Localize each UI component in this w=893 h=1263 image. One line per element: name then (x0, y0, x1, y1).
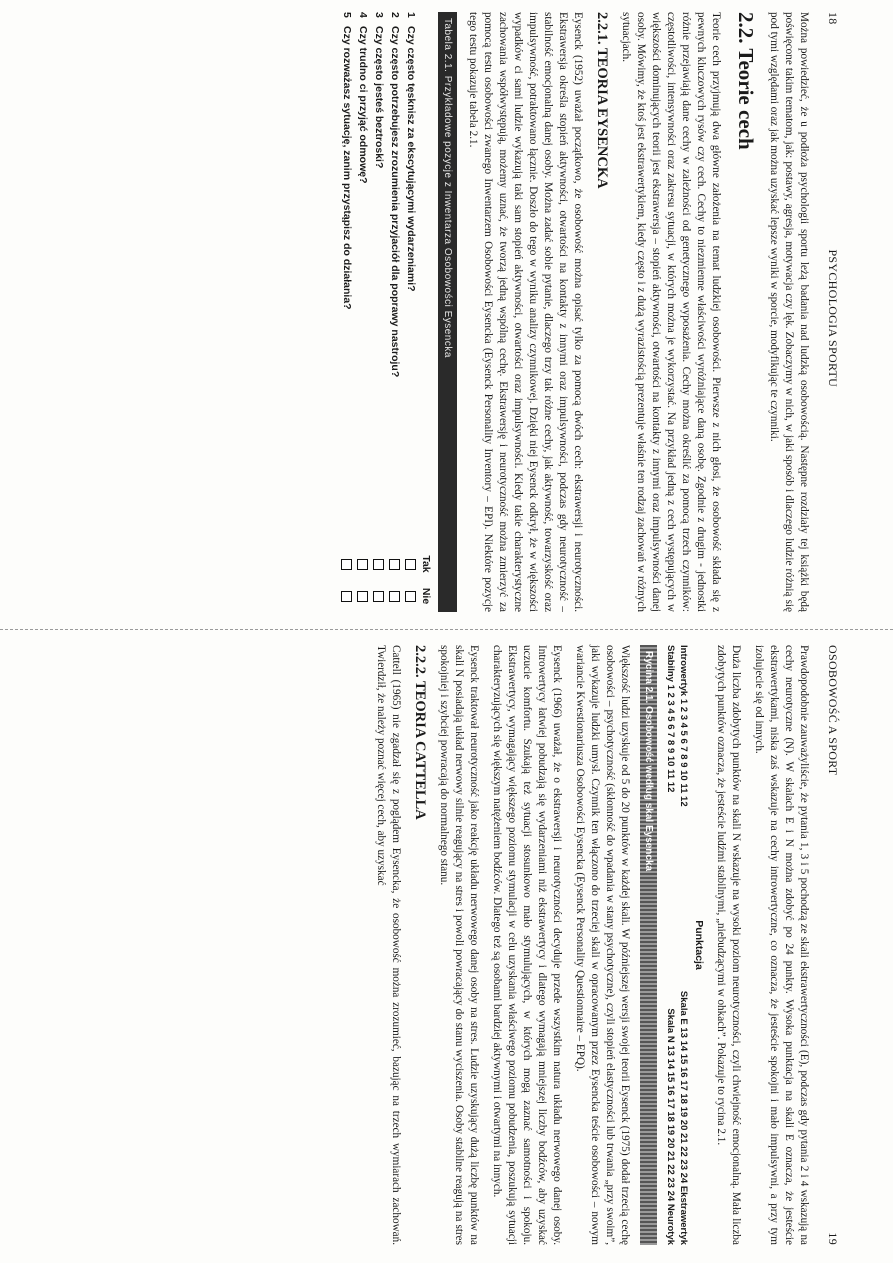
intro-paragraph: Można powiedzieć, że u podłoża psychologii sportu leżą badania nad ludzką osobowością. Następne rozdziały tej książki będą poświęcone takim tematom, jak: postawy, agresja, motywacja czy lęk. Zobaczymy w nich, w jaki sposób i dlaczego ludzie różnią się pod tymi względami oraz jak można uzyskać lepsze wyniki w sporcie, modyfikując te czynniki. (768, 12, 810, 612)
score-row-e (678, 645, 689, 1245)
no-checkbox[interactable] (390, 580, 401, 612)
paragraph: Duża liczba zdobytych punktów na skali N wskazuje na wysoki poziom neurotyczności, czyli chwiejność emocjonalną. Mała liczba zdobytych punktów oznacza, że jesteście ludźmi stabilnymi, „niebudzącymi w ohkach”. Pokazuje to rycina 2.1. (715, 645, 742, 1245)
score-right: Skala E 13 14 15 16 17 18 19 20 21 22 23 24 Ekstrawertyk (678, 990, 689, 1245)
table-header (420, 12, 432, 612)
col-yes: Tak (420, 555, 432, 573)
page-header (825, 12, 840, 612)
question-text: Czy trudno ci przyjąć odmowę? (357, 26, 369, 184)
running-head: PSYCHOLOGIA SPORTU (826, 249, 840, 388)
figure-caption: Rycina 2.1. Osobowość według skal Eysencka (640, 645, 657, 1245)
yes-checkbox[interactable] (406, 548, 417, 580)
page-19 (375, 645, 840, 1245)
paragraph: Eysenck traktował neurotyczność jako reakcję układu nerwowego danej osoby na stres. Ludzie uzyskujący dużą liczbę punktów na skali N posiadają układ nerwowy silnie reagujący na stres i powoli powracający do stanu wyciszenia. Osoby stabilne reagują na stres spokojniej i szybciej powracają do normalnego stanu. (438, 645, 480, 1245)
question-row (357, 12, 369, 612)
subsection-title: 2.2.1. TEORIA EYSENCKA (594, 12, 610, 189)
yes-checkbox[interactable] (390, 548, 401, 580)
question-number: 5 (341, 12, 353, 18)
paragraph: Eysenck (1966) uważał, że o ekstrawersji i neurotyczności decyduje przede wszystkim natura układu nerwowego danej osoby. Introwertycy łatwiej pobudzają się wydarzeniami niż ekstrawertycy i dlatego wymagają mniejszej liczby bodźców, aby uzyskać uczucie komfortu. Szukają też sytuacji stosunkowo mało stymulujących, w których mogą zaznać samotności i spokoju. Ekstrawertycy, wymagający większego poziomu stymulacji w celu uzyskania właściwego poziomu pobudzenia, poszukują sytuacji charakteryzujących się większym natężeniem bodźców. Dlatego też są osobami bardziej aktywnymi i otwartymi na innych. (491, 645, 563, 1245)
question-number: 2 (389, 12, 401, 18)
question-number: 3 (373, 12, 385, 18)
score-row-n (665, 645, 676, 1245)
score-right: Skala N 13 14 15 16 17 18 19 20 21 22 23 24 Neurotyk (665, 1008, 676, 1245)
question-text: Czy często potrzebujesz zrozumienia przyjaciół dla poprawy nastroju? (389, 26, 401, 378)
subsection-title: 2.2.2. TEORIA CATTELLA (412, 645, 428, 820)
page-18 (341, 12, 840, 612)
question-number: 1 (405, 12, 417, 18)
question-text: Czy często tęsknisz za ekscytującymi wydarzeniami? (405, 26, 417, 292)
question-row (373, 12, 385, 612)
score-title: Punktacja (693, 920, 705, 970)
yes-checkbox[interactable] (374, 548, 385, 580)
no-checkbox[interactable] (374, 580, 385, 612)
question-row (341, 12, 353, 612)
col-no: Nie (420, 587, 432, 605)
no-checkbox[interactable] (406, 580, 417, 612)
page-number: 18 (826, 12, 840, 25)
table-title: Tabela 2.1. Przykładowe pozycje z Inwentarza Osobowości Eysencka (438, 12, 457, 612)
question-text: Czy często jesteś beztroski? (373, 26, 385, 169)
running-head: OSOBOWOŚĆ A SPORT (826, 645, 840, 776)
no-checkbox[interactable] (342, 580, 353, 612)
paragraph: Prawdopodobnie zauważyliście, że pytania 1, 3 i 5 pochodzą ze skali ekstrawertyczności (E), podczas gdy pytania 2 i 4 wskazują na cechy neurotyczne (N). W skalach E i N można zdobyć po 24 punkty. Wysoka punktacja na skali E oznacza, że jesteście ekstrawertykami, niska zaś wskazuje na cechy introwertyczne, co oznacza, że jesteście spokojni i mało impulsywni, a przy tym izolujecie się od innych. (753, 645, 810, 1245)
score-left: Stabilny 1 2 3 4 5 6 7 8 9 10 11 12 (665, 645, 676, 793)
yes-checkbox[interactable] (358, 548, 369, 580)
score-left: Introwertyk 1 2 3 4 5 6 7 8 9 10 11 12 (678, 645, 689, 807)
section-paragraph: Teorie cech przyjmują dwa główne założenia na temat ludzkiej osobowości. Pierwsze z nich głosi, że osobowość składa się z pewnych kluczowych rysów czy cech. Cechy to niezmienne właściwości wyróżniające daną osobę. Zgodnie z drugim - jednostki różnie przejawiają dane cechy w zależności od genetycznego wyposażenia. Cechy można określić za pomocą trzech czynników: częstotliwości, intensywności oraz zakresu sytuacji, w których można je wykorzystać. Na przykład jedną z cech występujących w większości dominujących teorii jest ekstrawersja – stopień aktywności, otwartości na kontakty z innymi oraz impulsywności danej osoby. Mówimy, że ktoś jest ekstrawertykiem, kiedy często i z dużą wyrazistością prezentuje właśnie ten rodzaj zachowań w różnych sytuacjach. (620, 12, 722, 612)
page-number: 19 (826, 1232, 840, 1245)
paragraph: Większość ludzi uzyskuje od 5 do 20 punktów w każdej skali. W późniejszej wersji swojej teorii Eysenck (1975) dodał trzecią cechę osobowości – psychotyczność (skłonność do wpadania w stany psychotyczne), czyli stopień elastyczności lub trwania „przy swoim”, jaki wykazuje ludzki umysł. Czynnik ten włączono do trzeciej skali w opracowanym przez Eysencka teście osobowości – nowym wariancie Kwestionariusza Osobowości Eysencka (Eysenck Personality Questionnaire – EPQ). (574, 645, 631, 1245)
section-title: 2.2. Teorie cech (734, 12, 758, 150)
page-header (825, 645, 840, 1245)
yes-checkbox[interactable] (342, 548, 353, 580)
no-checkbox[interactable] (358, 580, 369, 612)
question-text: Czy rozważasz sytuację, zanim przystąpisz do działania? (341, 26, 353, 310)
question-row (389, 12, 401, 612)
subsection-paragraph: Eysenck (1952) uważał początkowo, że osobowość można opisać tylko za pomocą dwóch cech: ekstrawersji i neurotyczności. Ekstrawersja określa stopień aktywności, otwartości na kontakty z innymi oraz impulsywności, podczas gdy neurotyczność – stabilność emocjonalną danej osoby. Można zadać sobie pytanie, dlaczego trzy tak różne cechy, jak aktywność, towarzyskość oraz impulsywność, potraktowano łącznie. Doszło do tego w wyniku analizy czynnikowej. Dzięki niej Eysenck odkrył, że w większości wypadków ci sami ludzie wykazują taki sam stopień aktywności, otwartości oraz impulsywności. Kiedy takie charakterystyczne zachowania współwystępują, możemy uznać, że tworzą jedną wspólną cechę. Ekstrawersję i neurotyczność można zmierzyć za pomocą testu osobowości zwanego Inwentarzem Osobowości Eysencka (Eysenck Personality Inventory – EPI). Niektóre pozycje tego testu pokazuje tabela 2.1. (467, 12, 584, 612)
question-number: 4 (357, 12, 369, 18)
question-row (405, 12, 417, 612)
page-divider (0, 629, 893, 630)
paragraph: Cattell (1965) nie zgadzał się z poglądem Eysencka, że osobowość można zrozumieć, bazując na trzech wymiarach zachowań. Twierdził, że należy poznać więcej cech, aby uzyskać (375, 645, 402, 1245)
